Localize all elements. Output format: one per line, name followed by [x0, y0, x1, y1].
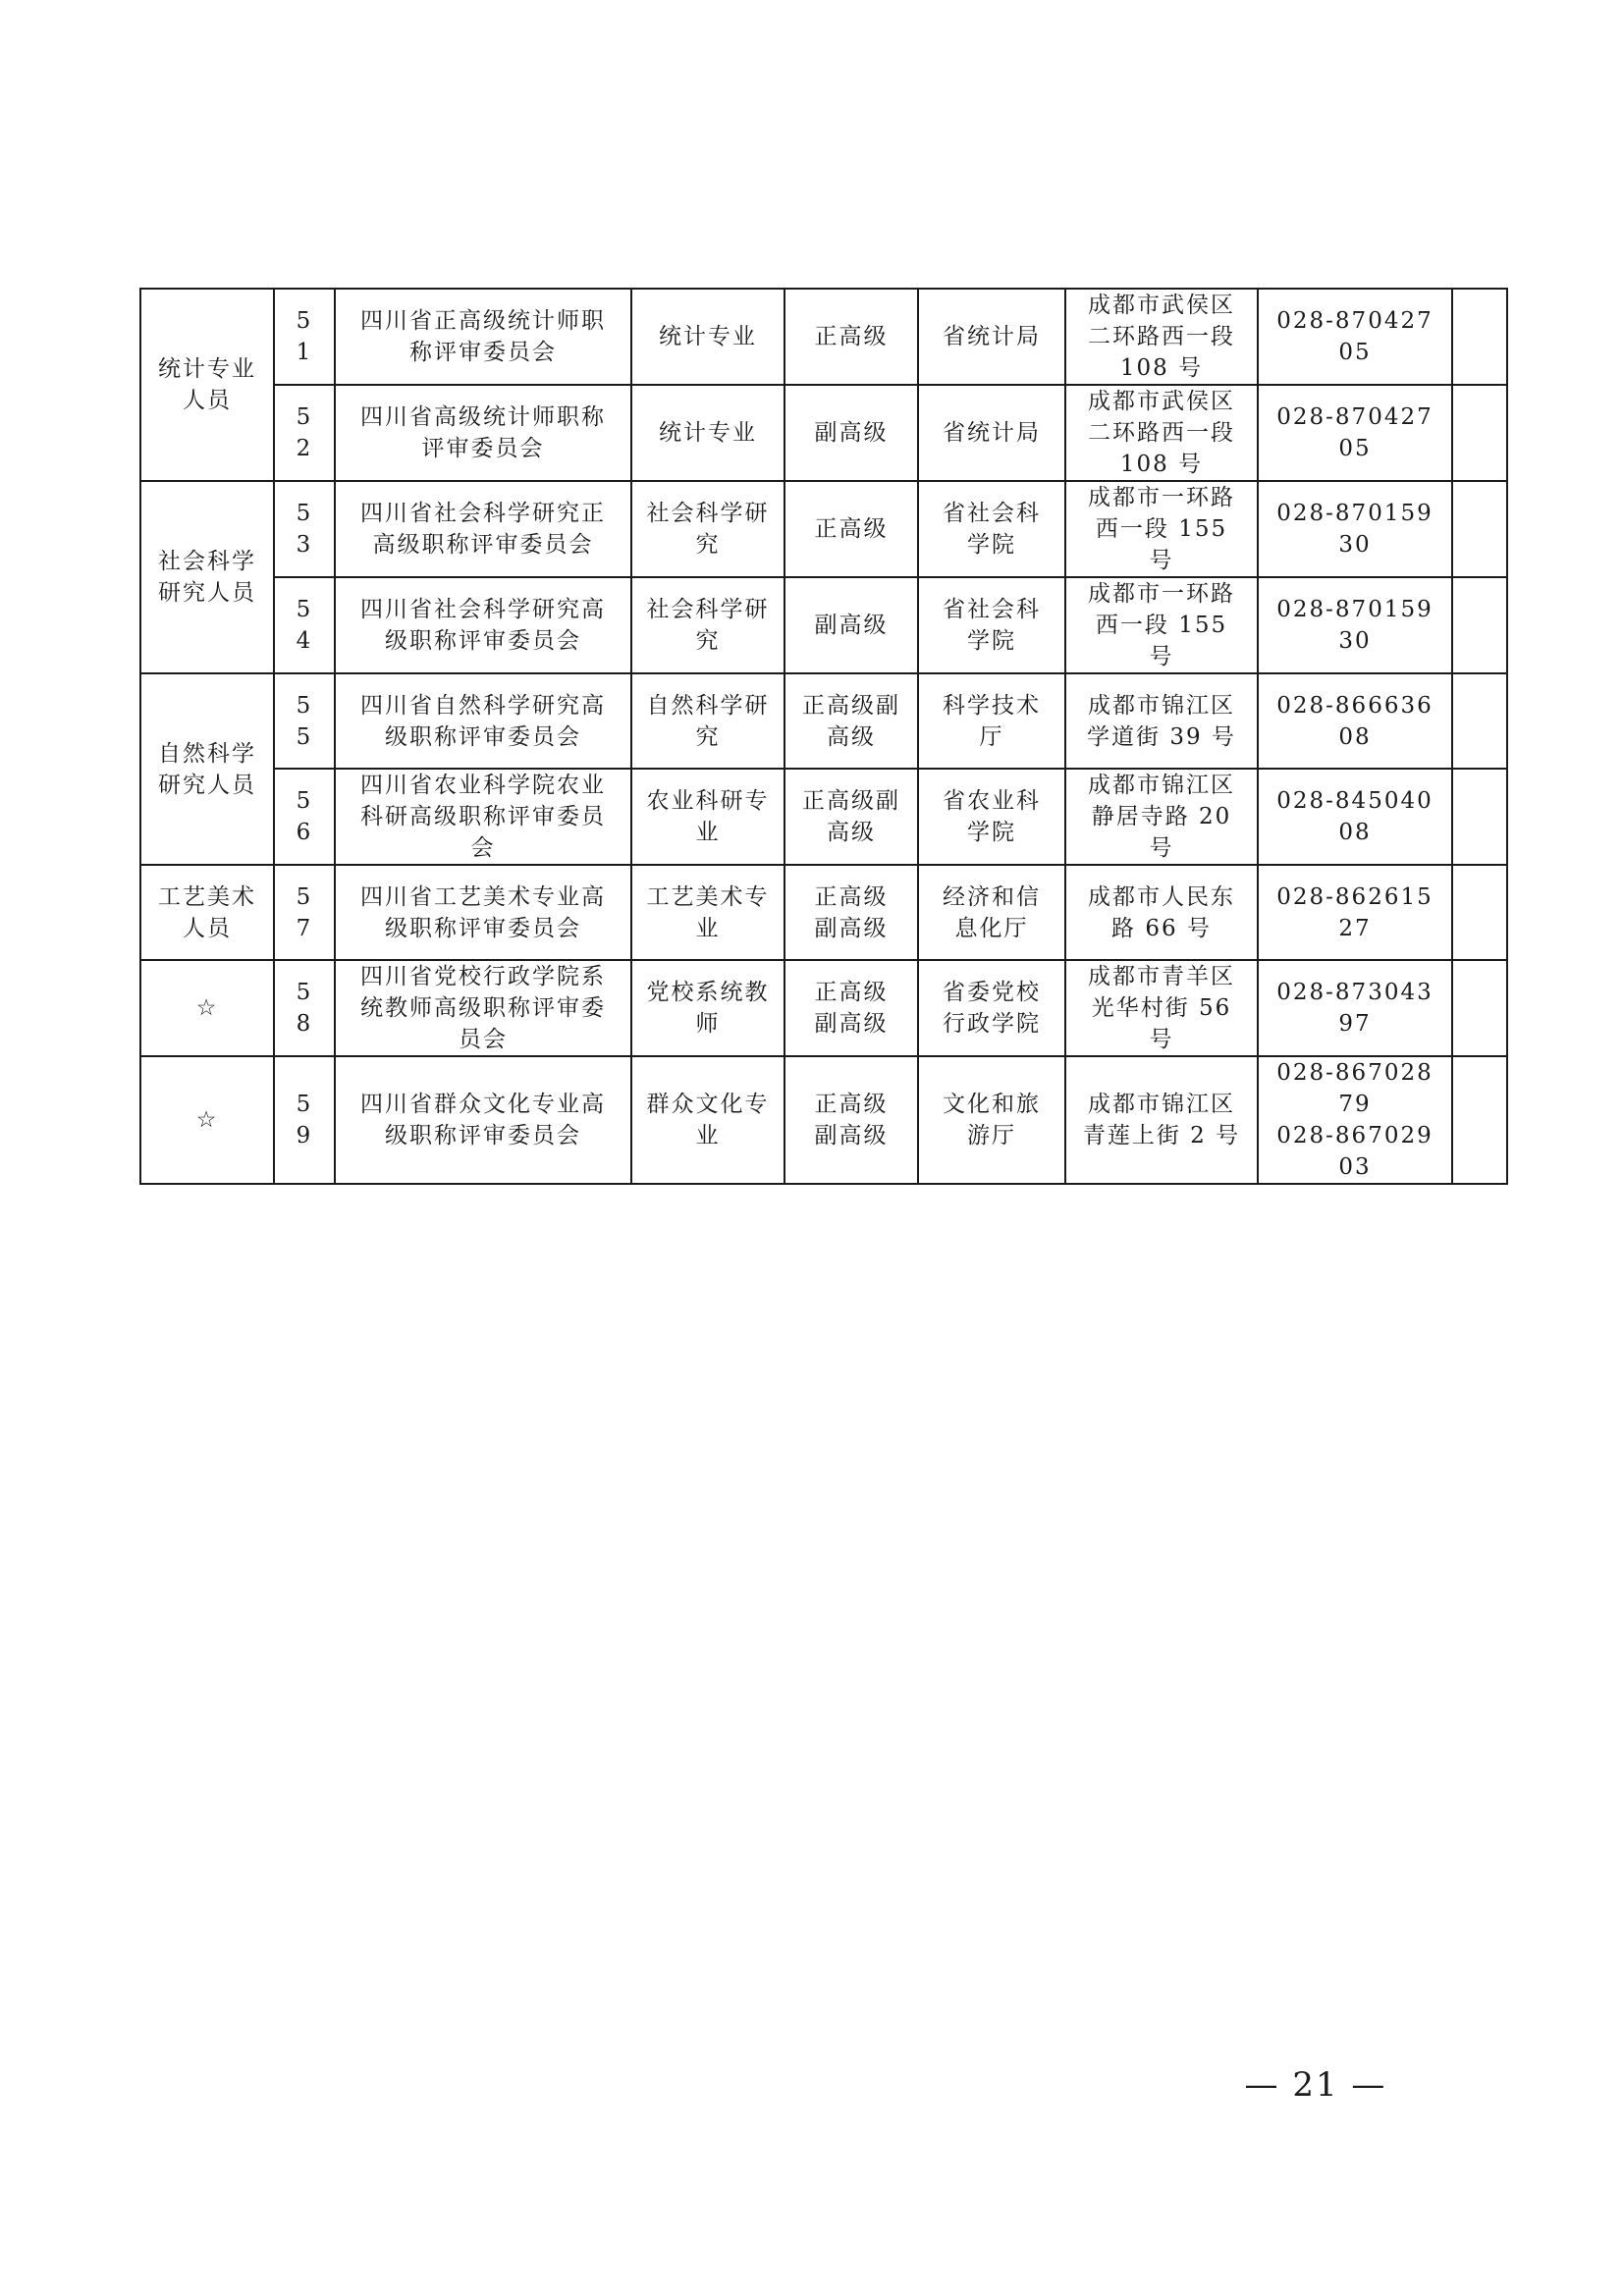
table-row — [140, 1056, 1507, 1184]
level: 正高级 副高级 — [784, 1056, 918, 1184]
department: 省社会科 学院 — [918, 481, 1065, 577]
page-number: — 21 — — [1244, 2065, 1387, 2105]
committee-name: 四川省工艺美术专业高 级职称评审委员会 — [335, 865, 631, 960]
remarks-cell — [1452, 481, 1507, 577]
department: 省社会科 学院 — [918, 577, 1065, 673]
department: 省农业科 学院 — [918, 769, 1065, 865]
star-icon: ☆ — [195, 995, 219, 1021]
committee-name: 四川省正高级统计师职 称评审委员会 — [335, 289, 631, 385]
row-number: 56 — [274, 769, 335, 865]
address: 成都市一环路 西一段 155 号 — [1065, 481, 1258, 577]
level: 正高级副 高级 — [784, 673, 918, 769]
remarks-cell — [1452, 769, 1507, 865]
address: 成都市锦江区 静居寺路 20 号 — [1065, 769, 1258, 865]
table-row — [140, 865, 1507, 960]
remarks-cell — [1452, 385, 1507, 481]
table-row — [140, 289, 1507, 385]
committee-name: 四川省社会科学研究高 级职称评审委员会 — [335, 577, 631, 673]
committee-name: 四川省高级统计师职称 评审委员会 — [335, 385, 631, 481]
table-row — [140, 481, 1507, 577]
phone: 028-87015930 — [1258, 577, 1452, 673]
specialty: 统计专业 — [631, 289, 784, 385]
category-cell: 工艺美术 人员 — [140, 865, 274, 960]
remarks-cell — [1452, 1056, 1507, 1184]
specialty: 工艺美术专 业 — [631, 865, 784, 960]
remarks-cell — [1452, 865, 1507, 960]
specialty: 自然科学研 究 — [631, 673, 784, 769]
specialty: 社会科学研 究 — [631, 481, 784, 577]
phone: 028-86261527 — [1258, 865, 1452, 960]
category-cell: 统计专业 人员 — [140, 289, 274, 481]
address: 成都市青羊区 光华村街 56 号 — [1065, 960, 1258, 1056]
phone: 028-86663608 — [1258, 673, 1452, 769]
address: 成都市武侯区 二环路西一段 108 号 — [1065, 385, 1258, 481]
specialty: 党校系统教 师 — [631, 960, 784, 1056]
address: 成都市人民东 路 66 号 — [1065, 865, 1258, 960]
remarks-cell — [1452, 960, 1507, 1056]
address: 成都市锦江区 学道街 39 号 — [1065, 673, 1258, 769]
remarks-cell — [1452, 289, 1507, 385]
committee-name: 四川省农业科学院农业 科研高级职称评审委员 会 — [335, 769, 631, 865]
category-cell: 自然科学 研究人员 — [140, 673, 274, 865]
remarks-cell — [1452, 673, 1507, 769]
phone: 028-87015930 — [1258, 481, 1452, 577]
row-number: 54 — [274, 577, 335, 673]
address: 成都市一环路 西一段 155 号 — [1065, 577, 1258, 673]
committee-name: 四川省党校行政学院系 统教师高级职称评审委 员会 — [335, 960, 631, 1056]
table-row — [140, 960, 1507, 1056]
level: 副高级 — [784, 577, 918, 673]
committee-name: 四川省自然科学研究高 级职称评审委员会 — [335, 673, 631, 769]
table-row — [140, 673, 1507, 769]
specialty: 统计专业 — [631, 385, 784, 481]
table-row — [140, 577, 1507, 673]
level: 正高级 副高级 — [784, 865, 918, 960]
specialty: 社会科学研 究 — [631, 577, 784, 673]
level: 副高级 — [784, 385, 918, 481]
star-icon: ☆ — [195, 1107, 219, 1133]
department: 省统计局 — [918, 289, 1065, 385]
phone: 028-87042705 — [1258, 289, 1452, 385]
row-number: 58 — [274, 960, 335, 1056]
specialty: 农业科研专 业 — [631, 769, 784, 865]
specialty: 群众文化专 业 — [631, 1056, 784, 1184]
department: 文化和旅 游厅 — [918, 1056, 1065, 1184]
table-row — [140, 385, 1507, 481]
row-number: 53 — [274, 481, 335, 577]
department: 科学技术 厅 — [918, 673, 1065, 769]
committee-table — [139, 288, 1508, 1185]
level: 正高级 — [784, 289, 918, 385]
address: 成都市锦江区 青莲上街 2 号 — [1065, 1056, 1258, 1184]
address: 成都市武侯区 二环路西一段 108 号 — [1065, 289, 1258, 385]
level: 正高级 — [784, 481, 918, 577]
level: 正高级 副高级 — [784, 960, 918, 1056]
category-cell — [140, 960, 274, 1056]
remarks-cell — [1452, 577, 1507, 673]
row-number: 52 — [274, 385, 335, 481]
level: 正高级副 高级 — [784, 769, 918, 865]
phone: 028-86702879 028-86702903 — [1258, 1056, 1452, 1184]
table-row — [140, 769, 1507, 865]
department: 经济和信 息化厅 — [918, 865, 1065, 960]
phone: 028-87304397 — [1258, 960, 1452, 1056]
committee-name: 四川省群众文化专业高 级职称评审委员会 — [335, 1056, 631, 1184]
department: 省统计局 — [918, 385, 1065, 481]
phone: 028-87042705 — [1258, 385, 1452, 481]
row-number: 51 — [274, 289, 335, 385]
row-number: 59 — [274, 1056, 335, 1184]
category-cell: 社会科学 研究人员 — [140, 481, 274, 673]
row-number: 57 — [274, 865, 335, 960]
department: 省委党校 行政学院 — [918, 960, 1065, 1056]
phone: 028-84504008 — [1258, 769, 1452, 865]
category-cell — [140, 1056, 274, 1184]
row-number: 55 — [274, 673, 335, 769]
committee-name: 四川省社会科学研究正 高级职称评审委员会 — [335, 481, 631, 577]
